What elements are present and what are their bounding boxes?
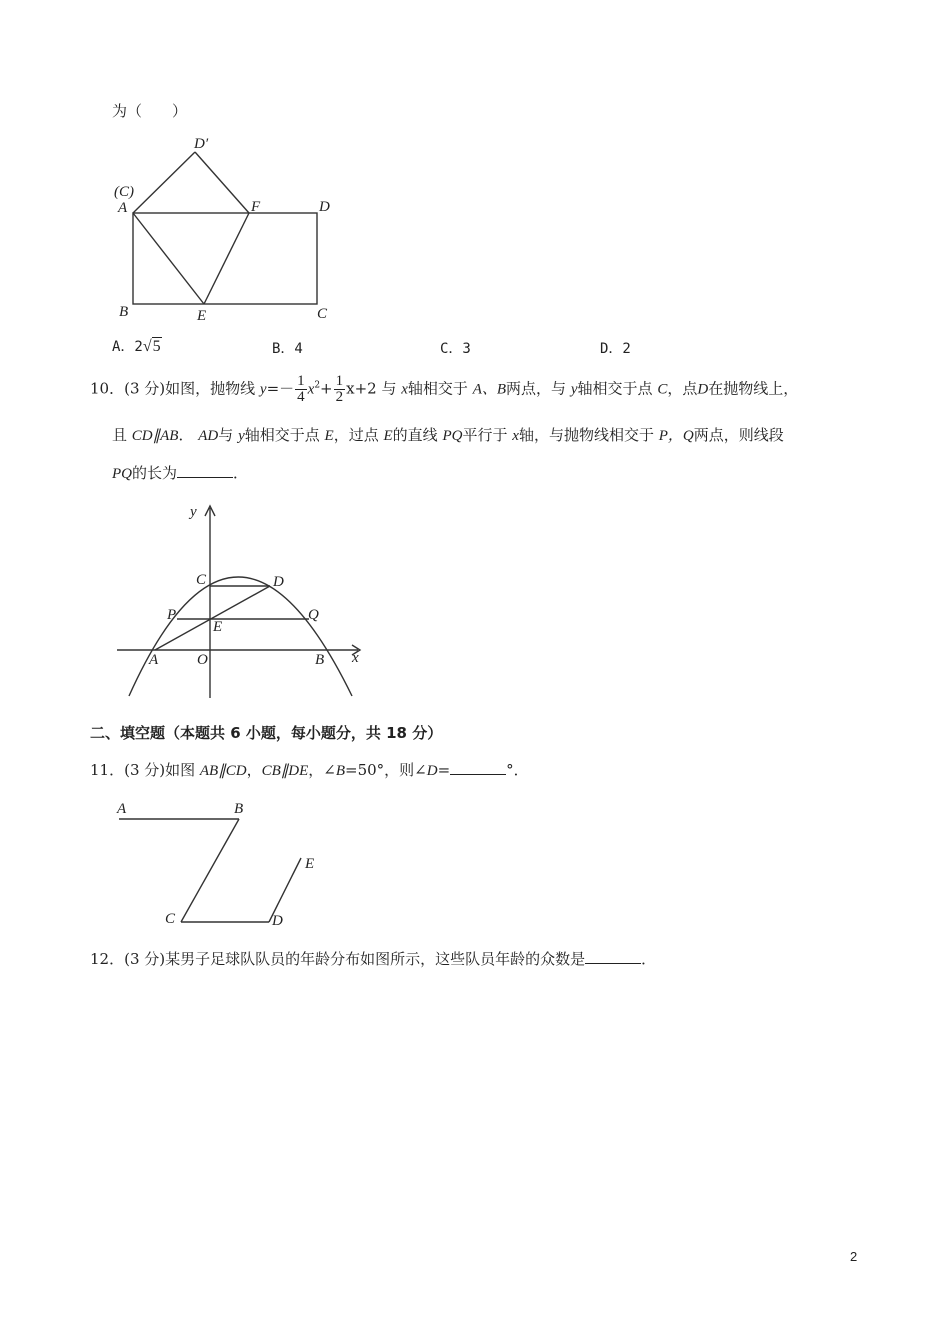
label-d: D xyxy=(273,574,284,590)
answer-blank[interactable] xyxy=(450,760,506,775)
q9-option-b: B．4 xyxy=(272,341,303,357)
segment-fe xyxy=(204,213,249,304)
q12-text: 12．(3 分)某男子足球队队员的年龄分布如图所示，这些队员年龄的众数是 ． xyxy=(90,950,657,968)
q9-figure xyxy=(108,130,348,330)
label-c-paren: (C) xyxy=(114,184,134,200)
answer-blank[interactable] xyxy=(585,949,641,964)
q9-option-c: C．3 xyxy=(440,341,471,357)
label-o: O xyxy=(197,652,208,668)
label-d: D xyxy=(272,913,283,929)
label-a: A xyxy=(117,801,127,817)
label-b: B xyxy=(315,652,325,668)
label-y: y xyxy=(190,504,197,520)
q9-option-a: A．2√5 xyxy=(112,338,161,355)
label-p: P xyxy=(167,607,177,623)
label-b: B xyxy=(234,801,244,817)
segment-bc xyxy=(181,819,239,922)
label-d: D xyxy=(319,199,330,215)
q11-text: 11．(3 分)如图 AB∥CD，CB∥DE，∠B=50°，则∠D= °． xyxy=(90,761,529,779)
page-number: 2 xyxy=(850,1249,858,1264)
label-a: A xyxy=(149,652,159,668)
q10-figure xyxy=(112,498,372,703)
segment-ae xyxy=(133,213,204,304)
q9-continuation: 为（ ） xyxy=(112,102,188,120)
q10-line1: 10．(3 分)如图，抛物线 y=－ $\frac{1}{4}$ $x^2+$ $\frac{1}{2}$ x+2 与 x轴相交于 A、B两点，与 y轴相交于点 C，点D在抛物线上， xyxy=(90,373,799,405)
label-f: F xyxy=(251,199,261,215)
label-c: C xyxy=(317,306,328,322)
label-e: E xyxy=(213,619,223,635)
rectangle-abcd xyxy=(133,213,317,304)
label-e: E xyxy=(197,308,207,324)
q10-line2: 且 CD∥AB． AD与 y轴相交于点 E，过点 E的直线 PQ平行于 x轴，与抛物线相交于 P，Q两点，则线段 xyxy=(112,426,784,444)
label-b: B xyxy=(119,304,129,320)
label-q: Q xyxy=(308,607,319,623)
label-x: x xyxy=(352,650,359,666)
segment-ad-prime xyxy=(133,152,195,213)
answer-blank[interactable] xyxy=(177,463,233,478)
label-e: E xyxy=(305,856,315,872)
q11-figure xyxy=(112,795,332,935)
q9-option-d: D．2 xyxy=(600,341,631,357)
segment-d-prime-f xyxy=(195,152,249,213)
label-d-prime: D′ xyxy=(194,136,209,152)
q10-line3: PQ的长为 ． xyxy=(112,464,249,482)
label-a: A xyxy=(118,200,128,216)
parabola xyxy=(129,577,352,696)
label-c: C xyxy=(196,572,207,588)
section-heading: 二、填空题（本题共 6 小题，每小题分，共 18 分） xyxy=(90,724,443,742)
label-c: C xyxy=(165,911,176,927)
